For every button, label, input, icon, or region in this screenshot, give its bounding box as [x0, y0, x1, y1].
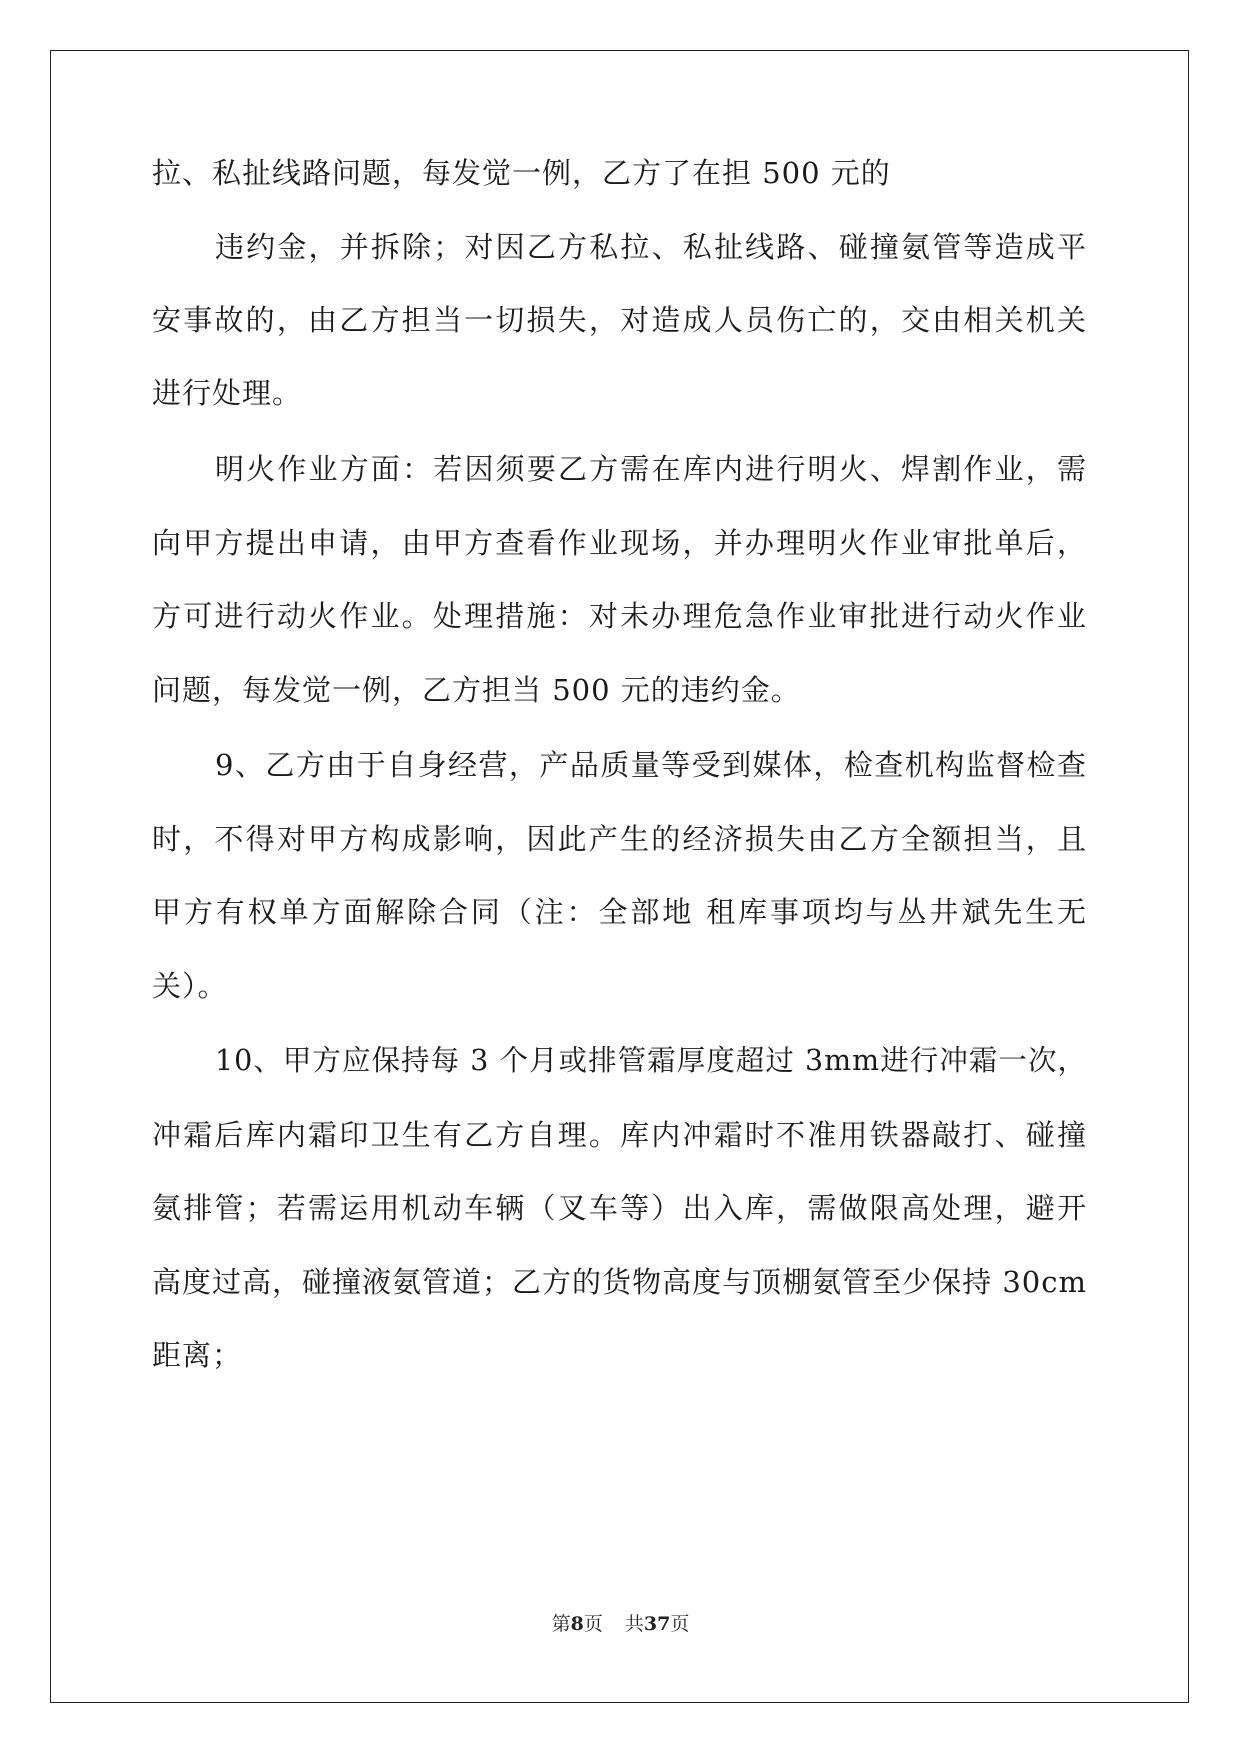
- text-line-15: 氨排管；若需运用机动车辆（叉车等）出入库，需做限高处理，避开: [152, 1191, 1087, 1225]
- text-line-8: 问题，每发觉一例，乙方担当 500 元的违约金。: [152, 673, 801, 707]
- text-line-16: 高度过高，碰撞液氨管道；乙方的货物高度与顶棚氨管至少保持 30cm: [152, 1265, 1087, 1299]
- text-line-6: 向甲方提出申请，由甲方查看作业现场，并办理明火作业审批单后，: [152, 526, 1087, 560]
- total-suffix: 页: [670, 1613, 690, 1635]
- total-pages: 37: [643, 1613, 671, 1635]
- text-line-4: 进行处理。: [152, 376, 303, 410]
- text-line-9: 9、乙方由于自身经营，产品质量等受到媒体，检查机构监督检查: [215, 748, 1087, 782]
- text-line-11: 甲方有权单方面解除合同（注：全部地 租库事项均与丛井斌先生无: [152, 895, 1087, 929]
- page-prefix: 第: [551, 1613, 571, 1635]
- text-line-7: 方可进行动火作业。处理措施：对未办理危急作业审批进行动火作业: [152, 599, 1087, 633]
- text-line-2: 违约金，并拆除；对因乙方私拉、私扯线路、碰撞氨管等造成平: [215, 230, 1087, 264]
- total-prefix: 共: [624, 1613, 644, 1635]
- text-line-17: 距离；: [152, 1338, 243, 1372]
- page-footer: [0, 1612, 1241, 1636]
- text-line-10: 时，不得对甲方构成影响，因此产生的经济损失由乙方全额担当，且: [152, 822, 1087, 856]
- text-line-1: 拉、私扯线路问题，每发觉一例，乙方了在担 500 元的: [152, 156, 891, 190]
- text-line-3: 安事故的，由乙方担当一切损失，对造成人员伤亡的，交由相关机关: [152, 303, 1087, 337]
- page-number: 8: [570, 1613, 584, 1635]
- text-line-14: 冲霜后库内霜印卫生有乙方自理。库内冲霜时不准用铁器敲打、碰撞: [152, 1118, 1087, 1152]
- text-line-5: 明火作业方面：若因须要乙方需在库内进行明火、焊割作业，需: [215, 452, 1087, 486]
- text-line-12: 关）。: [152, 969, 228, 1003]
- text-line-13: 10、甲方应保持每 3 个月或排管霜厚度超过 3mm进行冲霜一次，: [215, 1044, 1087, 1077]
- page-suffix: 页: [583, 1613, 603, 1635]
- page-border: [50, 50, 1189, 1703]
